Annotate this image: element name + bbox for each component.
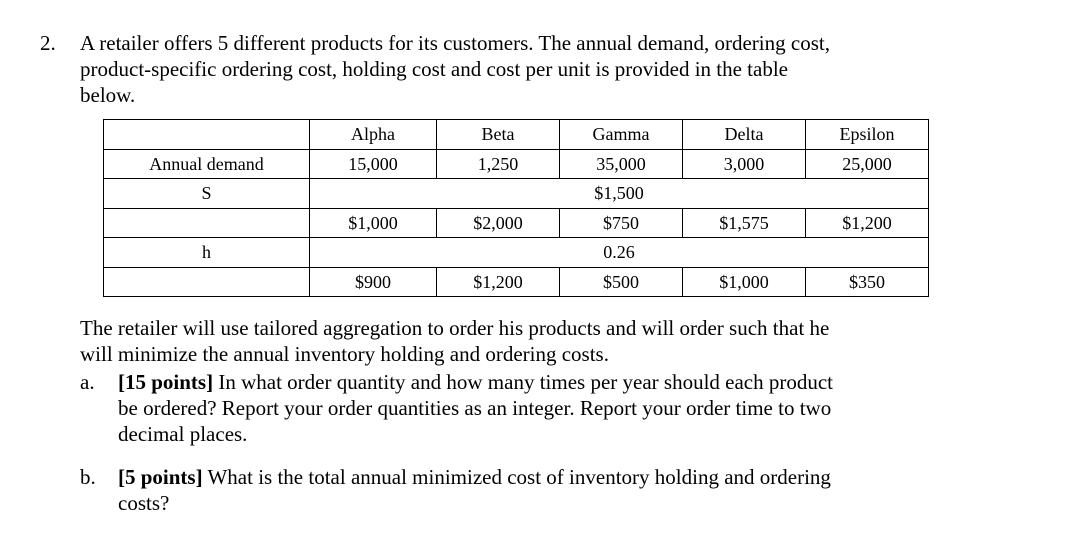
table-cell: 25,000 (806, 149, 929, 179)
part-line (118, 369, 1070, 395)
header-cell (104, 120, 310, 150)
table-cell: $500 (560, 267, 683, 297)
part-text: What is the total annual minimized cost of inventory holding and ordering (202, 465, 831, 489)
table-cell: 15,000 (310, 149, 437, 179)
intro-line: below. (80, 83, 136, 107)
table-cell: $1,000 (683, 267, 806, 297)
product-data-table (103, 119, 929, 297)
merged-cell: 0.26 (310, 238, 929, 268)
table-row (104, 179, 929, 209)
table-row (104, 267, 929, 297)
part-line: costs? (118, 491, 170, 515)
part-body (118, 369, 1070, 447)
part-a (80, 369, 1070, 447)
part-line: be ordered? Report your order quantities as an integer. Report your order time to two (118, 396, 832, 420)
header-cell: Delta (683, 120, 806, 150)
row-label (104, 208, 310, 238)
question-context (80, 315, 1070, 367)
row-label (104, 267, 310, 297)
table-cell: 1,250 (437, 149, 560, 179)
intro-line: product-specific ordering cost, holding cost and cost per unit is provided in the table (80, 57, 788, 81)
row-label: S (104, 179, 310, 209)
table-row (104, 208, 929, 238)
merged-cell: $1,500 (310, 179, 929, 209)
table-row (104, 238, 929, 268)
table-cell: 3,000 (683, 149, 806, 179)
header-cell: Epsilon (806, 120, 929, 150)
table-cell: $1,200 (437, 267, 560, 297)
part-letter: b. (80, 465, 96, 489)
question-number: 2. (40, 31, 56, 55)
header-cell: Beta (437, 120, 560, 150)
points-label: [5 points] (118, 465, 203, 489)
intro-line: A retailer offers 5 different products for its customers. The annual demand, ordering cost, (80, 31, 830, 55)
part-line: decimal places. (118, 422, 248, 446)
table-cell: $350 (806, 267, 929, 297)
part-b (80, 464, 1070, 516)
row-label: h (104, 238, 310, 268)
question-intro (80, 30, 1070, 108)
table-cell: $1,200 (806, 208, 929, 238)
part-line (118, 464, 1070, 490)
table-cell: $900 (310, 267, 437, 297)
table-cell: $1,000 (310, 208, 437, 238)
part-letter: a. (80, 370, 95, 394)
header-cell: Alpha (310, 120, 437, 150)
table-cell: $1,575 (683, 208, 806, 238)
header-cell: Gamma (560, 120, 683, 150)
table-row (104, 149, 929, 179)
table-cell: $750 (560, 208, 683, 238)
part-body (118, 464, 1070, 516)
table-cell: 35,000 (560, 149, 683, 179)
table-cell: $2,000 (437, 208, 560, 238)
points-label: [15 points] (118, 370, 214, 394)
part-text: In what order quantity and how many times per year should each product (213, 370, 834, 394)
context-line: The retailer will use tailored aggregation to order his products and will order such that he (80, 316, 830, 340)
row-label: Annual demand (104, 149, 310, 179)
table-header-row (104, 120, 929, 150)
context-line: will minimize the annual inventory holding and ordering costs. (80, 342, 609, 366)
